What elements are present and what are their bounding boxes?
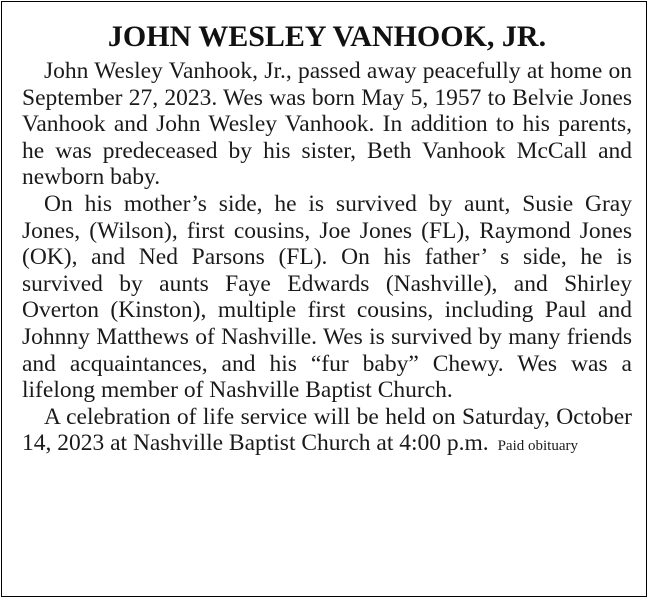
- obituary-notice: [22, 16, 632, 460]
- obituary-paragraph-survivors: On his mother’s side, he is survived by aunt, Susie Gray Jones, (Wilson), first cousins, Joe Jones (FL), Raymond Jones (OK), and Ned Parsons (FL). On his father’ s side, he is survived by aunts Faye Edwards (Nashville), and Shirley Overton (Kinston), multiple first cousins, including Paul and Johnny Matthews of Nashville. Wes is survived by many friends and acquaintances, and his “fur baby” Chewy. Wes was a lifelong member of Nashville Baptist Church.: [22, 190, 632, 404]
- paid-obituary-note: Paid obituary: [497, 438, 578, 455]
- service-details: A celebration of life service will be held on Saturday, October 14, 2023 at Nashville Baptist Church at 4:00 p.m.: [22, 403, 632, 457]
- obituary-paragraph-intro: John Wesley Vanhook, Jr., passed away peacefully at home on September 27, 2023. Wes was born May 5, 1957 to Belvie Jones Vanhook and John Wesley Vanhook. In addition to his parents, he was predeceased by his sister, Beth Vanhook McCall and newborn baby.: [22, 58, 632, 191]
- obituary-border: [1, 1, 647, 597]
- obituary-title: JOHN WESLEY VANHOOK, JR.: [107, 20, 547, 53]
- obituary-paragraph-service: [22, 404, 632, 460]
